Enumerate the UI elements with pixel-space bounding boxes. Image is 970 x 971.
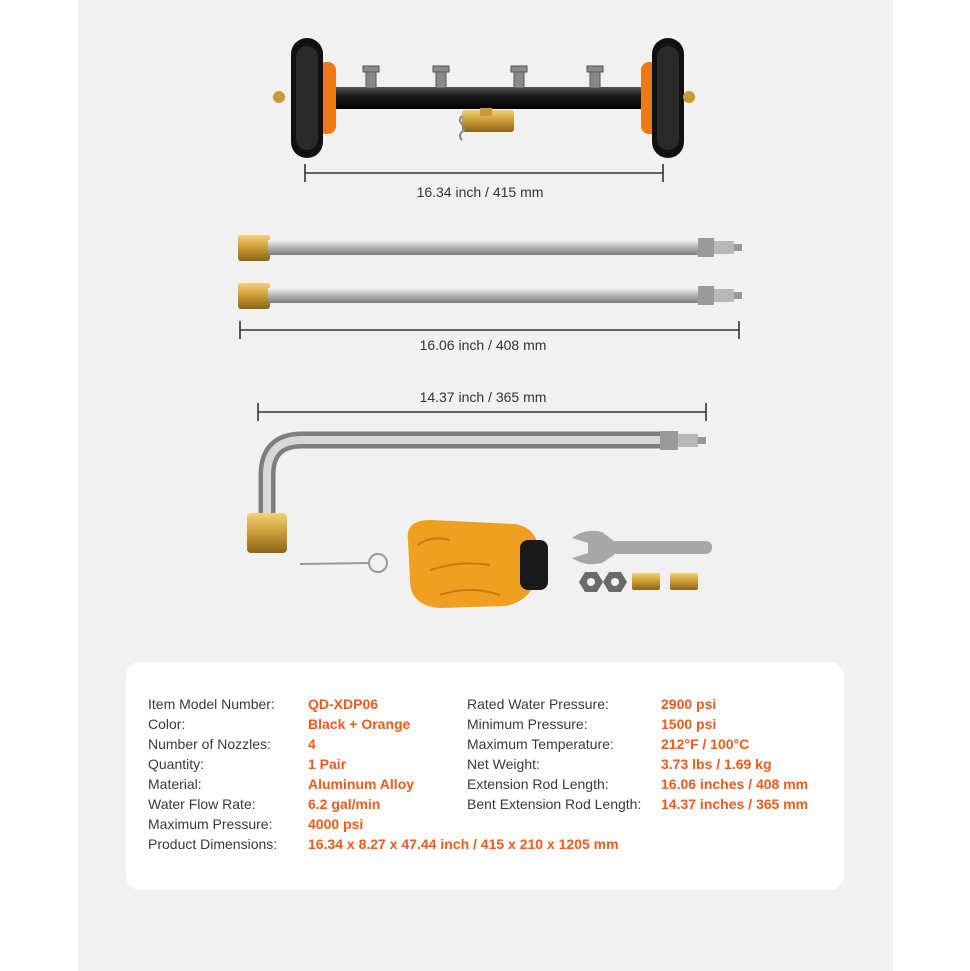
- spec-value: 4000 psi: [308, 816, 364, 832]
- spec-value: QD-XDP06: [308, 696, 379, 712]
- spec-label: Rated Water Pressure:: [467, 696, 609, 712]
- spec-label: Item Model Number:: [148, 696, 275, 712]
- spec-label: Extension Rod Length:: [467, 776, 609, 792]
- spec-value: 16.06 inches / 408 mm: [661, 776, 809, 792]
- spec-label: Water Flow Rate:: [148, 796, 256, 812]
- spec-value: 212°F / 100°C: [661, 736, 750, 752]
- wrench-image: [572, 531, 712, 564]
- spec-value: 6.2 gal/min: [308, 796, 381, 812]
- cleaner-width-label: 16.34 inch / 415 mm: [416, 184, 544, 200]
- fittings-image: [579, 572, 698, 592]
- spec-value: 3.73 lbs / 1.69 kg: [661, 756, 772, 772]
- spec-value: Black + Orange: [308, 716, 411, 732]
- bent-rod-length-label: 14.37 inch / 365 mm: [419, 389, 547, 405]
- spec-value: 14.37 inches / 365 mm: [661, 796, 809, 812]
- spec-value: 1500 psi: [661, 716, 717, 732]
- spec-label: Maximum Temperature:: [467, 736, 614, 752]
- spec-label: Color:: [148, 716, 186, 732]
- specifications-card: [126, 662, 844, 890]
- spec-label: Bent Extension Rod Length:: [467, 796, 642, 812]
- spec-value: 2900 psi: [661, 696, 717, 712]
- extension-rod-image: [238, 235, 742, 261]
- bent-rod-dimension-line: [258, 403, 706, 421]
- spec-label: Minimum Pressure:: [467, 716, 588, 732]
- extension-rod-image: [238, 283, 742, 309]
- spec-label: Quantity:: [148, 756, 205, 772]
- undercarriage-cleaner-image: [273, 38, 695, 158]
- spec-value: 1 Pair: [308, 756, 347, 772]
- spec-value: Aluminum Alloy: [308, 776, 415, 792]
- spec-label: Net Weight:: [467, 756, 540, 772]
- microfiber-mitt-image: [408, 520, 548, 608]
- cleaner-width-dimension-line: [305, 164, 663, 182]
- cleaning-needle-image: [300, 554, 387, 572]
- spec-label: Maximum Pressure:: [148, 816, 273, 832]
- spec-value: 16.34 x 8.27 x 47.44 inch / 415 x 210 x 1205 mm: [308, 836, 619, 852]
- extension-rod-length-label: 16.06 inch / 408 mm: [419, 337, 547, 353]
- spec-label: Number of Nozzles:: [148, 736, 271, 752]
- spec-label: Product Dimensions:: [148, 836, 278, 852]
- spec-value: 4: [308, 736, 316, 752]
- spec-label: Material:: [148, 776, 202, 792]
